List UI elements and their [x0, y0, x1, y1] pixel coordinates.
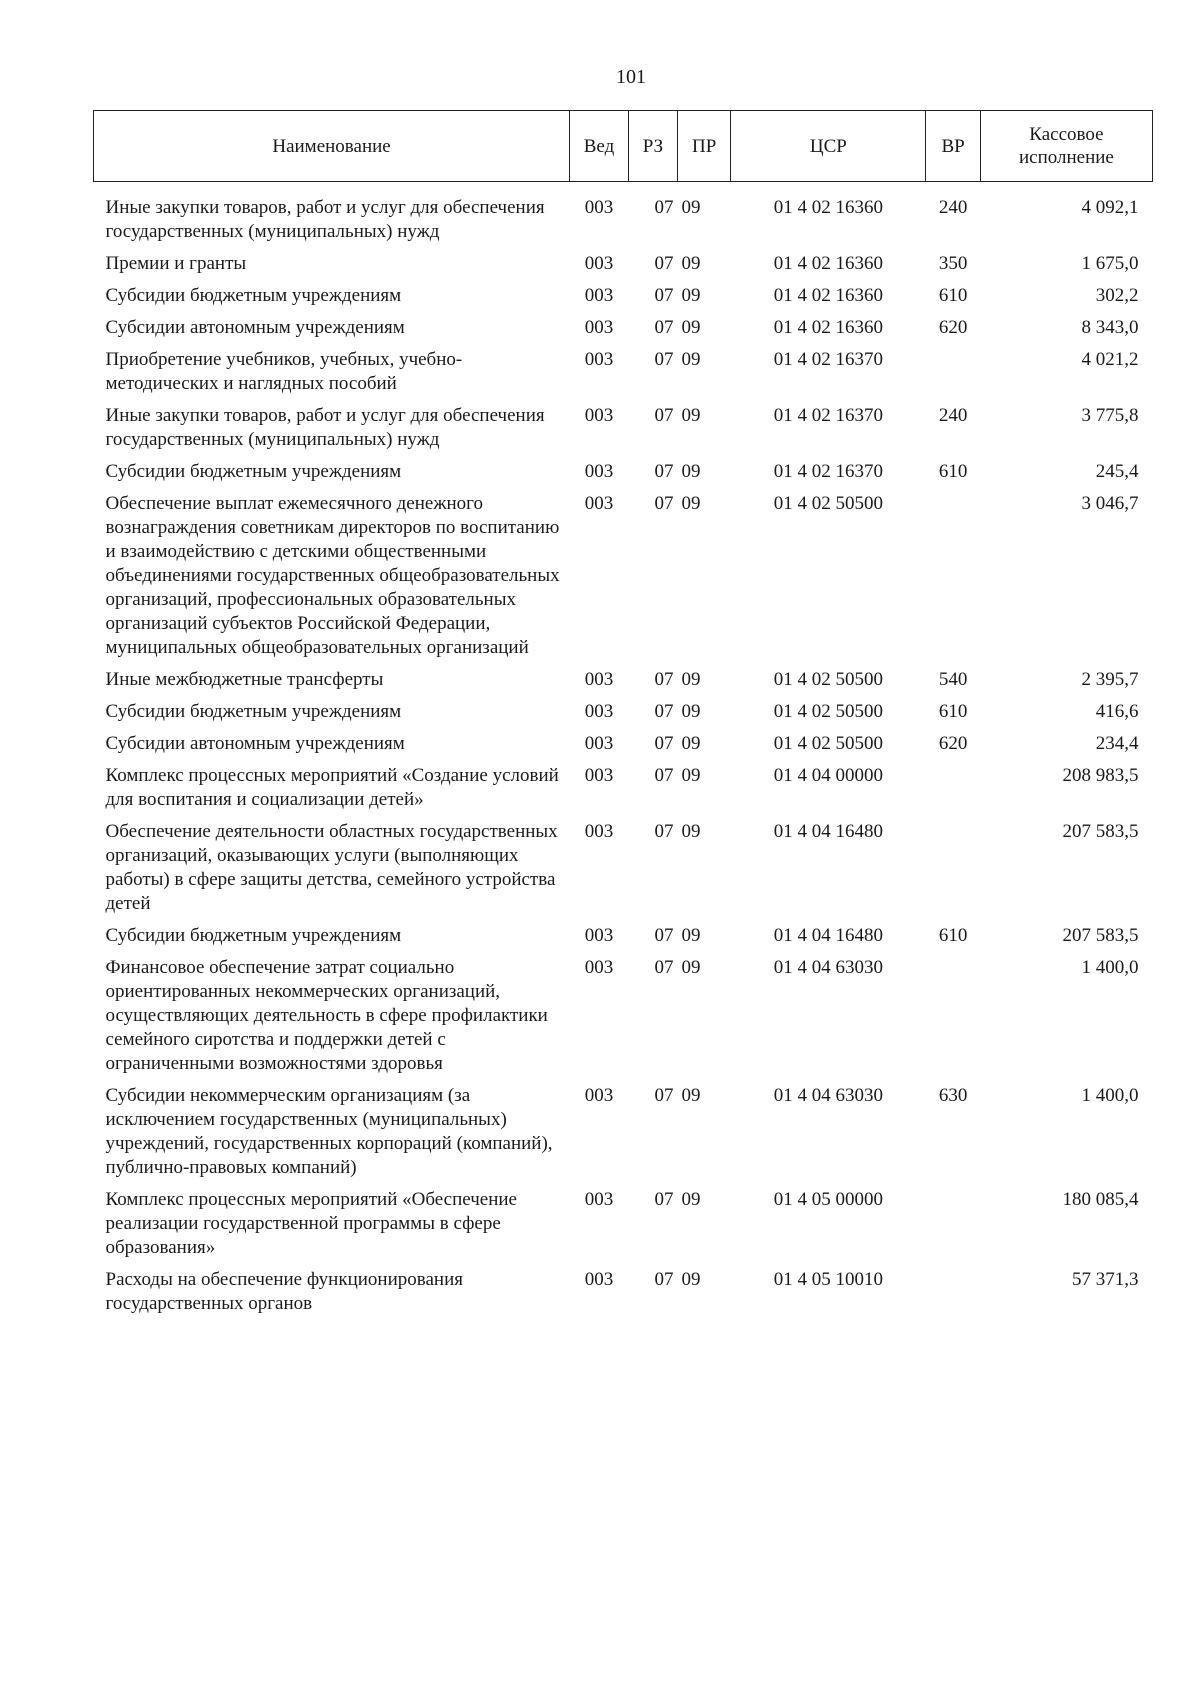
cell-csr: 01 4 04 63030 [773, 1085, 883, 1106]
header-rz: РЗ [628, 111, 677, 182]
cell-rz: 07 [654, 821, 674, 842]
cell-pr: 09 [681, 405, 701, 426]
cell-vr: 540 [938, 669, 968, 690]
cell-amount: 57 371,3 [1072, 1269, 1139, 1290]
cell-ved: 003 [584, 493, 614, 514]
cell-csr: 01 4 05 00000 [773, 1189, 883, 1210]
cell-amount: 234,4 [1095, 733, 1139, 754]
table-row [94, 760, 1153, 816]
cell-rz: 07 [654, 701, 674, 722]
cell-rz: 07 [654, 197, 674, 218]
table-row [94, 920, 1153, 952]
cell-vr [926, 816, 980, 920]
cell-vr [926, 1184, 980, 1264]
cell-vr [926, 488, 980, 664]
table-body [94, 182, 1153, 1321]
table-row [94, 344, 1153, 400]
cell-csr: 01 4 04 63030 [773, 957, 883, 978]
cell-name: Иные межбюджетные трансферты [105, 669, 384, 690]
cell-csr: 01 4 02 50500 [773, 733, 883, 754]
cell-name: Премии и гранты [105, 253, 247, 274]
cell-vr: 620 [938, 733, 968, 754]
cell-amount: 207 583,5 [1062, 821, 1139, 842]
cell-pr: 09 [681, 349, 701, 370]
cell-rz: 07 [654, 405, 674, 426]
cell-vr: 610 [938, 285, 968, 306]
cell-amount: 245,4 [1095, 461, 1139, 482]
cell-ved: 003 [584, 733, 614, 754]
table-row [94, 816, 1153, 920]
cell-pr: 09 [681, 925, 701, 946]
header-ved: Вед [570, 111, 629, 182]
cell-ved: 003 [584, 765, 614, 786]
header-name: Наименование [94, 111, 570, 182]
cell-pr: 09 [681, 1189, 701, 1210]
cell-name: Субсидии бюджетным учреждениям [105, 925, 402, 946]
cell-amount: 4 021,2 [1081, 349, 1139, 370]
page-number: 101 [616, 66, 646, 88]
cell-vr: 610 [938, 925, 968, 946]
cell-vr: 620 [938, 317, 968, 338]
table-row [94, 1080, 1153, 1184]
table-row [94, 182, 1153, 249]
cell-pr: 09 [681, 821, 701, 842]
cell-pr: 09 [681, 765, 701, 786]
table-row [94, 312, 1153, 344]
cell-ved: 003 [584, 317, 614, 338]
cell-ved: 003 [584, 925, 614, 946]
cell-rz: 07 [654, 1085, 674, 1106]
table-row [94, 696, 1153, 728]
cell-ved: 003 [584, 821, 614, 842]
cell-csr: 01 4 05 10010 [773, 1269, 883, 1290]
cell-name: Иные закупки товаров, работ и услуг для обеспечения государственных (муниципальных) нужд [105, 405, 545, 450]
header-vr: ВР [926, 111, 980, 182]
cell-ved: 003 [584, 957, 614, 978]
cell-name: Обеспечение деятельности областных государственных организаций, оказывающих услуги (выполняющих работы) в сфере защиты детства, семейного устройства детей [105, 821, 558, 914]
cell-name: Приобретение учебников, учебных, учебно-методических и наглядных пособий [105, 349, 463, 394]
cell-rz: 07 [654, 253, 674, 274]
cell-amount: 3 775,8 [1081, 405, 1139, 426]
cell-amount: 1 400,0 [1081, 1085, 1139, 1106]
cell-csr: 01 4 02 16370 [773, 349, 883, 370]
cell-pr: 09 [681, 493, 701, 514]
cell-vr [926, 760, 980, 816]
cell-pr: 09 [681, 957, 701, 978]
cell-pr: 09 [681, 1085, 701, 1106]
cell-ved: 003 [584, 1189, 614, 1210]
cell-pr: 09 [681, 317, 701, 338]
cell-name: Субсидии бюджетным учреждениям [105, 285, 402, 306]
cell-amount: 180 085,4 [1062, 1189, 1139, 1210]
cell-rz: 07 [654, 493, 674, 514]
cell-amount: 4 092,1 [1081, 197, 1139, 218]
header-csr: ЦСР [731, 111, 926, 182]
cell-name: Комплекс процессных мероприятий «Создание условий для воспитания и социализации детей» [105, 765, 559, 810]
cell-amount: 1 400,0 [1081, 957, 1139, 978]
cell-rz: 07 [654, 1189, 674, 1210]
table-row [94, 728, 1153, 760]
cell-ved: 003 [584, 285, 614, 306]
table-row [94, 1184, 1153, 1264]
cell-vr: 610 [938, 461, 968, 482]
cell-name: Финансовое обеспечение затрат социально ориентированных некоммерческих организаций, осуществляющих деятельность в сфере профилактики семейного сиротства и поддержки детей с ограниченными возможностями здоровья [105, 957, 548, 1074]
cell-name: Иные закупки товаров, работ и услуг для обеспечения государственных (муниципальных) нужд [105, 197, 545, 242]
cell-rz: 07 [654, 765, 674, 786]
cell-name: Комплекс процессных мероприятий «Обеспечение реализации государственной программы в сфере образования» [105, 1189, 517, 1258]
budget-table [93, 110, 1153, 1320]
cell-rz: 07 [654, 317, 674, 338]
cell-ved: 003 [584, 349, 614, 370]
cell-amount: 3 046,7 [1081, 493, 1139, 514]
cell-vr [926, 1264, 980, 1320]
cell-vr [926, 344, 980, 400]
cell-rz: 07 [654, 1269, 674, 1290]
cell-pr: 09 [681, 285, 701, 306]
cell-csr: 01 4 02 50500 [773, 701, 883, 722]
cell-pr: 09 [681, 669, 701, 690]
header-pr: ПР [677, 111, 730, 182]
cell-name: Субсидии некоммерческим организациям (за исключением государственных (муниципальных) учреждений, государственных корпораций (компаний), публично-правовых компаний) [105, 1085, 553, 1178]
cell-pr: 09 [681, 733, 701, 754]
cell-vr [926, 952, 980, 1080]
cell-ved: 003 [584, 253, 614, 274]
cell-csr: 01 4 02 16360 [773, 285, 883, 306]
table-row [94, 400, 1153, 456]
cell-rz: 07 [654, 285, 674, 306]
cell-csr: 01 4 04 16480 [773, 821, 883, 842]
cell-csr: 01 4 02 16360 [773, 253, 883, 274]
cell-vr: 610 [938, 701, 968, 722]
table-row [94, 280, 1153, 312]
table-row [94, 1264, 1153, 1320]
cell-rz: 07 [654, 957, 674, 978]
cell-ved: 003 [584, 405, 614, 426]
cell-name: Обеспечение выплат ежемесячного денежного вознаграждения советникам директоров по воспитанию и взаимодействию с детскими общественными объединениями государственных общеобразовательных организаций, профессиональных образовательных организаций субъектов Российской Федерации, муниципальных общеобразовательных организаций [105, 493, 560, 658]
cell-vr: 240 [938, 405, 968, 426]
cell-amount: 8 343,0 [1081, 317, 1139, 338]
cell-amount: 208 983,5 [1062, 765, 1139, 786]
cell-rz: 07 [654, 733, 674, 754]
table-row [94, 664, 1153, 696]
cell-pr: 09 [681, 197, 701, 218]
table-row [94, 456, 1153, 488]
cell-amount: 416,6 [1095, 701, 1139, 722]
cell-pr: 09 [681, 1269, 701, 1290]
cell-amount: 1 675,0 [1081, 253, 1139, 274]
cell-rz: 07 [654, 461, 674, 482]
cell-ved: 003 [584, 1269, 614, 1290]
cell-vr: 630 [938, 1085, 968, 1106]
cell-ved: 003 [584, 461, 614, 482]
table-row [94, 488, 1153, 664]
cell-rz: 07 [654, 669, 674, 690]
cell-csr: 01 4 02 16360 [773, 317, 883, 338]
cell-name: Субсидии автономным учреждениям [105, 733, 405, 754]
cell-name: Субсидии бюджетным учреждениям [105, 461, 402, 482]
table-row [94, 952, 1153, 1080]
header-amount: Кассовое исполнение [980, 111, 1152, 182]
cell-csr: 01 4 02 50500 [773, 493, 883, 514]
cell-amount: 207 583,5 [1062, 925, 1139, 946]
cell-name: Субсидии автономным учреждениям [105, 317, 405, 338]
cell-csr: 01 4 02 50500 [773, 669, 883, 690]
cell-rz: 07 [654, 925, 674, 946]
cell-csr: 01 4 02 16370 [773, 405, 883, 426]
table-row [94, 248, 1153, 280]
cell-vr: 350 [938, 253, 968, 274]
cell-name: Субсидии бюджетным учреждениям [105, 701, 402, 722]
cell-ved: 003 [584, 669, 614, 690]
cell-rz: 07 [654, 349, 674, 370]
cell-ved: 003 [584, 1085, 614, 1106]
cell-name: Расходы на обеспечение функционирования государственных органов [105, 1269, 463, 1314]
cell-amount: 2 395,7 [1081, 669, 1139, 690]
cell-ved: 003 [584, 701, 614, 722]
cell-vr: 240 [938, 197, 968, 218]
cell-csr: 01 4 02 16370 [773, 461, 883, 482]
cell-pr: 09 [681, 701, 701, 722]
cell-csr: 01 4 02 16360 [773, 197, 883, 218]
cell-pr: 09 [681, 253, 701, 274]
table-header-row [94, 111, 1153, 182]
cell-ved: 003 [584, 197, 614, 218]
cell-amount: 302,2 [1095, 285, 1139, 306]
cell-csr: 01 4 04 16480 [773, 925, 883, 946]
cell-pr: 09 [681, 461, 701, 482]
cell-csr: 01 4 04 00000 [773, 765, 883, 786]
